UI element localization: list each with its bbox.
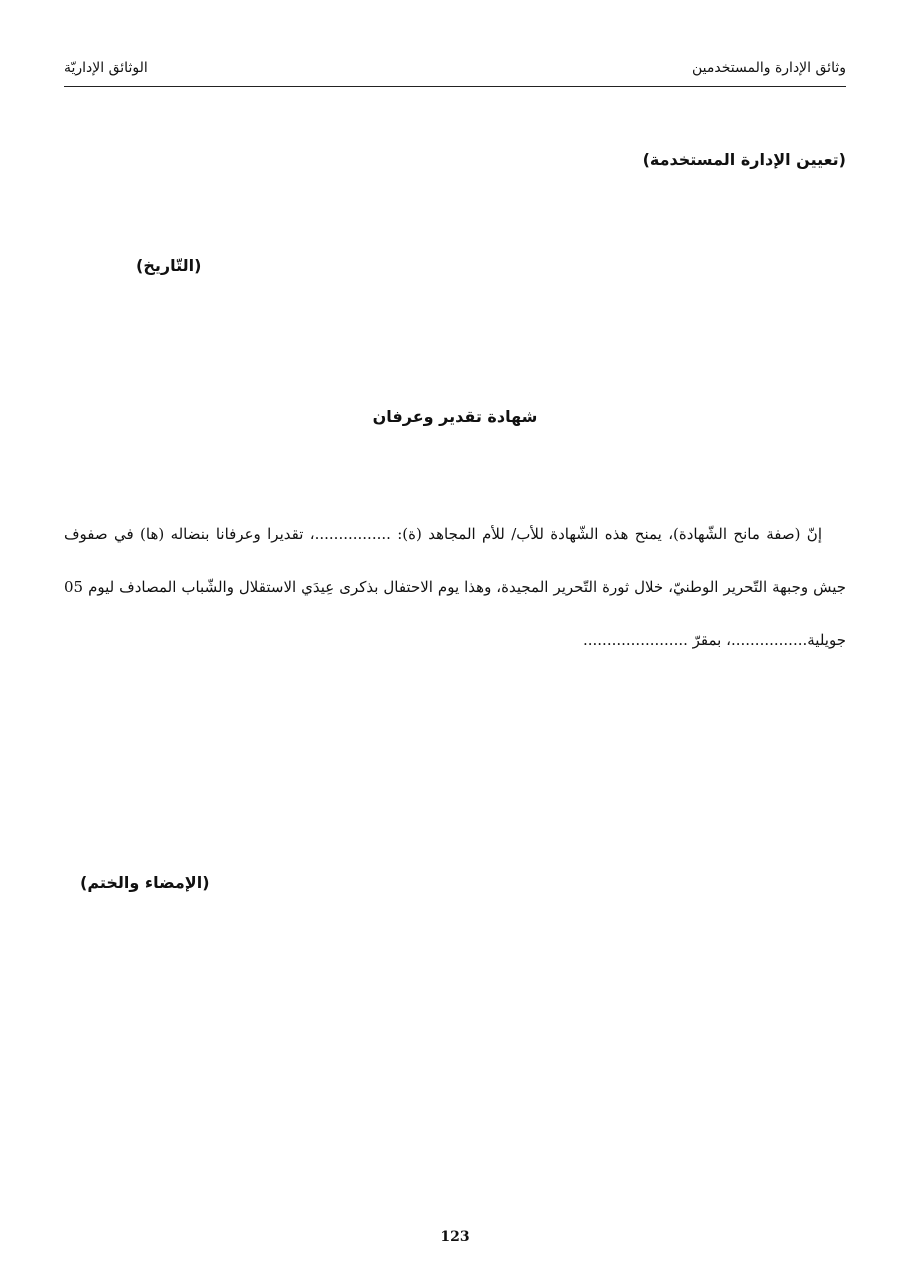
- certificate-body: [64, 508, 846, 667]
- issuing-administration-label: (تعيين الإدارة المستخدمة): [642, 150, 846, 169]
- page-number: 123: [440, 1229, 470, 1245]
- page-header: [64, 56, 846, 87]
- certificate-paragraph: إنّ (صفة مانح الشّهادة)، يمنح هذه الشّهادة للأب/ للأم المجاهد (ة): ................، تقديرا وعرفانا بنضاله (ها) في صفوف جيش وجبهة التّحرير الوطنيّ، خلال ثورة التّحرير المجيدة، وهذا يوم الاحتفال بذكرى عِيدَي الاستقلال والشّباب المصادف ليوم 05 جويلية................، بمقرّ ......................: [64, 525, 846, 649]
- certificate-title: شهادة تقدير وعرفان: [372, 407, 538, 426]
- date-label: (التّاريخ): [136, 256, 202, 275]
- signature-stamp-label: (الإمضاء والختم): [80, 873, 210, 892]
- header-chapter-title: الوثائق الإداريّة: [64, 60, 148, 76]
- header-section-title: وثائق الإدارة والمستخدمين: [692, 60, 846, 76]
